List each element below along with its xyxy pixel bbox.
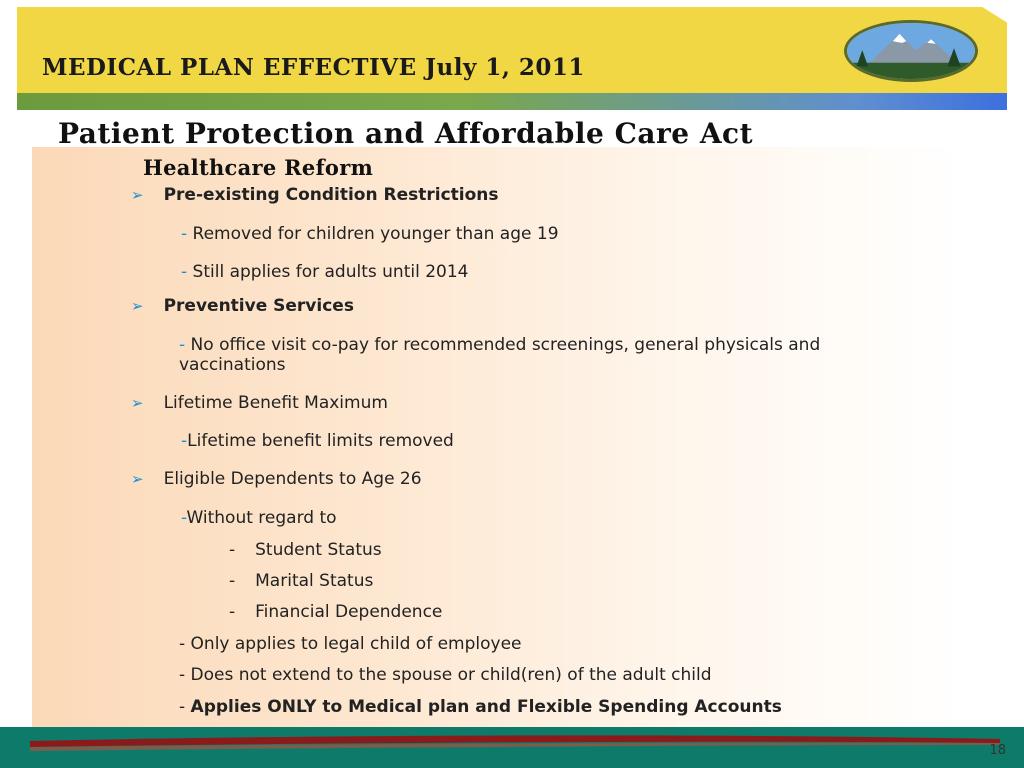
banner-title: MEDICAL PLAN EFFECTIVE July 1, 2011 (42, 54, 585, 81)
red-swoosh-icon (0, 727, 1024, 768)
note-applies-only: - Applies ONLY to Medical plan and Flexible Spending Accounts (179, 697, 782, 717)
sub-item-children: - Removed for children younger than age 19 (181, 224, 559, 244)
bullet-label: Pre-existing Condition Restrictions (163, 185, 499, 205)
nested-item: - Financial Dependence (229, 602, 443, 622)
slide-subtitle: Healthcare Reform (143, 155, 374, 180)
bullet-lifetime (131, 393, 388, 413)
bullet-label: Eligible Dependents to Age 26 (163, 469, 422, 489)
slide-title: Patient Protection and Affordable Care Act (58, 117, 754, 150)
header-stripe (17, 93, 1007, 110)
bullet-dependents (131, 469, 422, 489)
mountain-logo (844, 20, 978, 82)
note-legal-child: - Only applies to legal child of employee (179, 634, 522, 654)
page-number: 18 (989, 743, 1006, 758)
nested-item: - Student Status (229, 540, 382, 560)
sub-item-lifetime: -Lifetime benefit limits removed (181, 431, 454, 451)
sub-item-copay: - No office visit co-pay for recommended screenings, general physicals and (179, 335, 821, 355)
bullet-label: Lifetime Benefit Maximum (163, 393, 388, 413)
mountain-landscape-icon (847, 23, 975, 79)
arrow-bullet-icon: ➢ (131, 186, 144, 204)
nested-item: - Marital Status (229, 571, 374, 591)
bullet-label: Preventive Services (163, 296, 354, 316)
footer-bar (0, 727, 1024, 768)
bullet-preventive (131, 296, 354, 316)
arrow-bullet-icon: ➢ (131, 297, 144, 315)
sub-item-without-regard: -Without regard to (181, 508, 337, 528)
bullet-pre-existing (131, 185, 499, 205)
arrow-bullet-icon: ➢ (131, 470, 144, 488)
note-spouse: - Does not extend to the spouse or child(ren) of the adult child (179, 665, 712, 685)
arrow-bullet-icon: ➢ (131, 394, 144, 412)
sub-item-adults: - Still applies for adults until 2014 (181, 262, 469, 282)
sub-item-copay-cont: vaccinations (179, 355, 286, 375)
